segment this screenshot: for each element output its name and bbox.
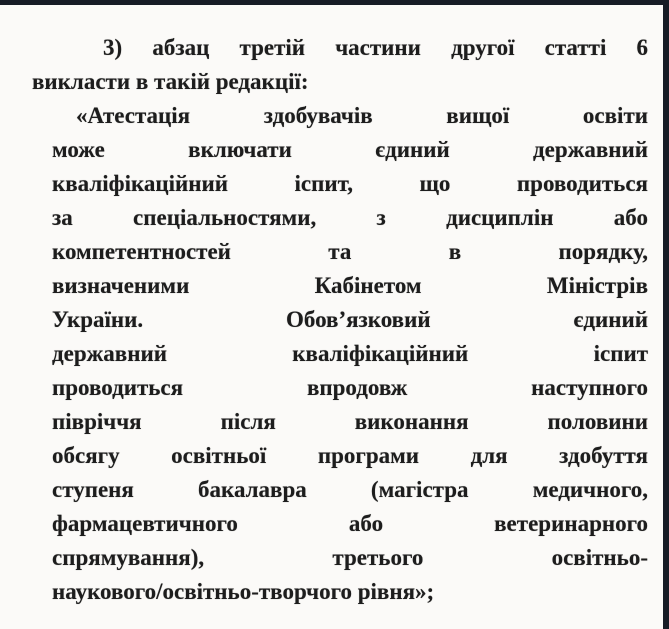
text-line: фармацевтичного або ветеринарного (52, 511, 648, 536)
text-line: викласти в такій редакції: (32, 69, 309, 94)
text-line: може включати єдиний державний (52, 137, 648, 162)
document-text-block (32, 31, 648, 609)
text-line: проводиться впродовж наступного (52, 375, 648, 400)
text-line: кваліфікаційний іспит, що проводиться (52, 171, 648, 196)
window-right-edge (663, 0, 669, 629)
paragraph-item-3-intro (32, 31, 648, 99)
text-line: обсягу освітньої програми для здобуття (52, 443, 648, 468)
text-line: визначеними Кабінетом Міністрів (52, 273, 648, 298)
window-top-edge (0, 0, 669, 5)
text-line: державний кваліфікаційний іспит (52, 341, 648, 366)
text-line: 3) абзац третій частини другої статті 6 (103, 35, 648, 60)
text-line: за спеціальностями, з дисциплін або (52, 205, 648, 230)
text-line: спрямування), третього освітньо- (52, 545, 648, 570)
paragraph-quoted-revision (52, 99, 648, 609)
text-line: півріччя після виконання половини (52, 409, 648, 434)
text-line: наукового/освітньо-творчого рівня»; (52, 579, 435, 604)
text-line: «Атестація здобувачів вищої освіти (76, 103, 648, 128)
text-line: компетентностей та в порядку, (52, 239, 648, 264)
text-line: ступеня бакалавра (магістра медичного, (52, 477, 648, 502)
text-line: України. Обов’язковий єдиний (52, 307, 648, 332)
